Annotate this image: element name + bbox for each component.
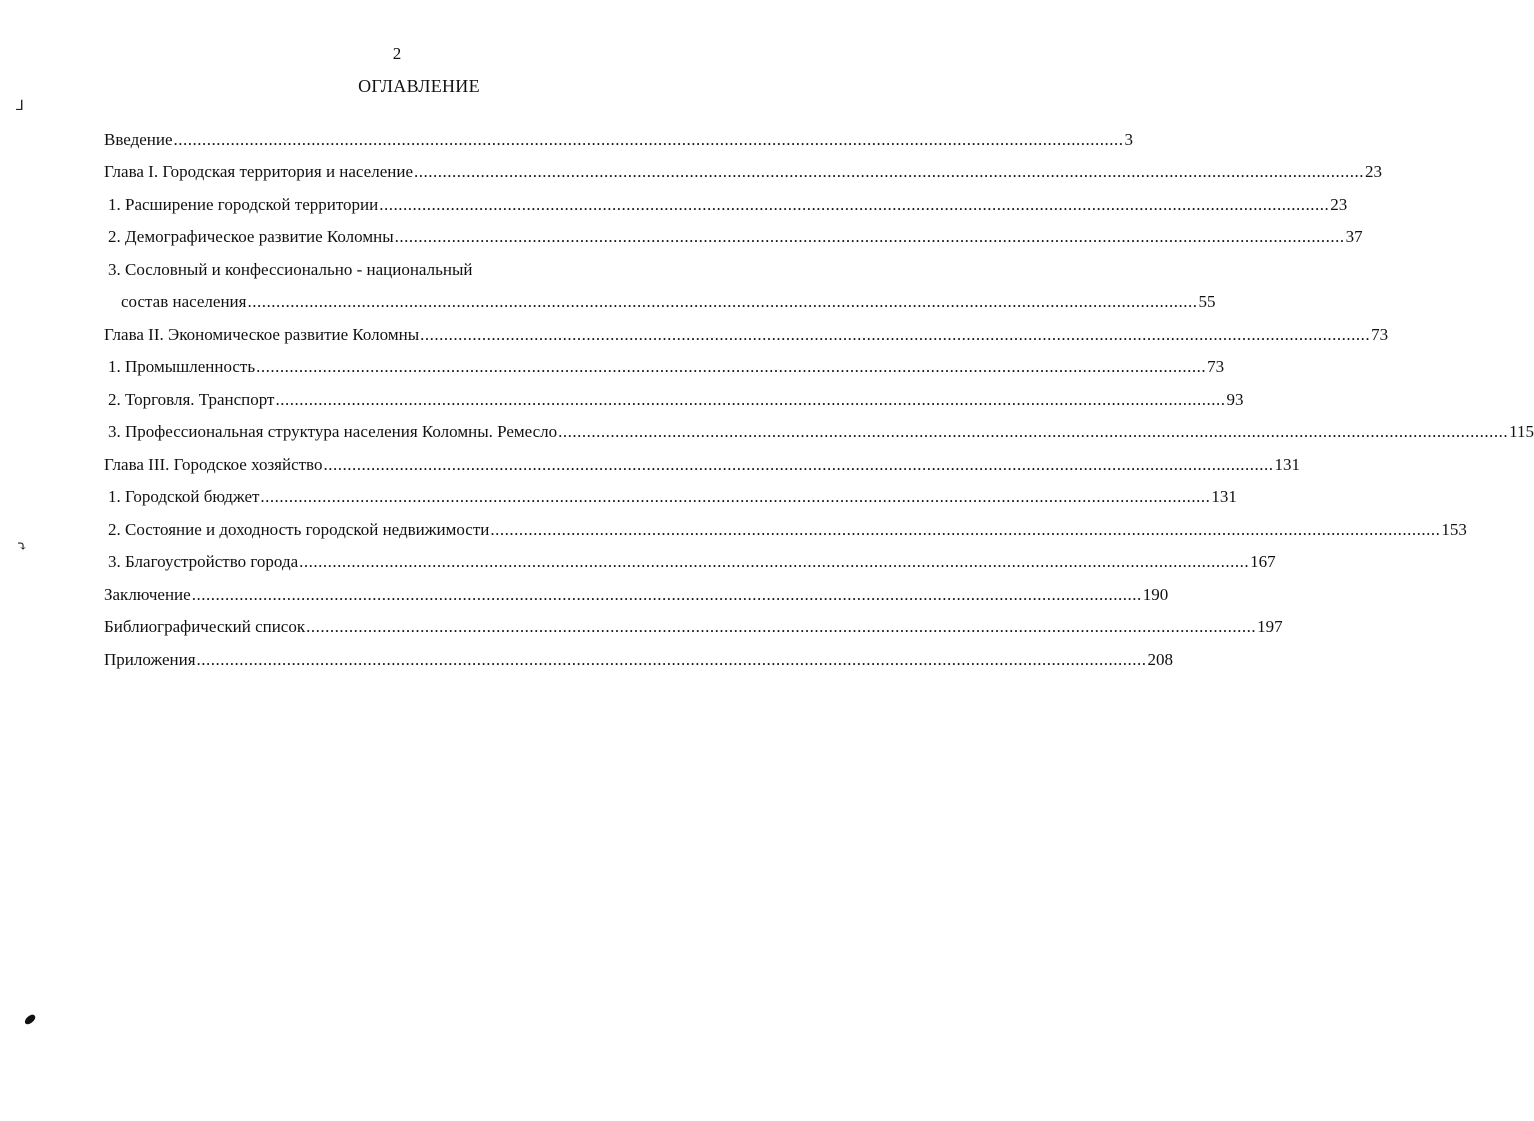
toc-entry: [104, 117, 1134, 150]
toc-entry-page: 37: [1345, 227, 1363, 246]
toc-leader-dots: ........................................................................................................................................................................................................: [394, 227, 1345, 246]
toc-entry-page: 167: [1250, 552, 1276, 571]
toc-entry-page: 131: [1211, 487, 1237, 506]
toc-leader-dots: ........................................................................................................................................................................................................: [196, 649, 1147, 669]
toc-entry-title: 2. Торговля. Транспорт: [108, 389, 275, 409]
toc-entry-title: 3. Сословный и конфессионально - национальный: [108, 259, 473, 279]
toc-entry-page: 197: [1257, 617, 1283, 636]
toc-entry-title: 1. Расширение городской территории: [108, 194, 379, 214]
table-of-contents: [104, 117, 1534, 670]
page-number: 2: [392, 44, 402, 63]
toc-leader-dots: ........................................................................................................................................................................................................: [260, 487, 1211, 506]
toc-leader-dots: ........................................................................................................................................................................................................: [558, 422, 1509, 441]
toc-entry-page: 153: [1441, 519, 1467, 539]
toc-leader-dots: ........................................................................................................................................................................................................: [275, 389, 1226, 409]
ink-blot: [23, 1013, 37, 1026]
toc-leader-dots: ........................................................................................................................................................................................................: [247, 292, 1198, 311]
toc-entry: [104, 215, 1363, 248]
toc-entry-title: 3. Профессиональная структура населения Коломны. Ремесло: [108, 422, 558, 441]
toc-entry-page: 73: [1371, 324, 1389, 344]
scan-mark: ⅃: [16, 99, 24, 114]
toc-entry-page: 55: [1198, 292, 1216, 311]
toc-entry: [104, 540, 1276, 573]
page-title: ОГЛАВЛЕНИЕ: [358, 76, 480, 96]
toc-entry: [104, 312, 1389, 345]
toc-entry-title: 1. Городской бюджет: [108, 487, 260, 506]
scan-mark: ⤵: [16, 540, 28, 555]
toc-entry: [104, 150, 1382, 183]
toc-entry: [104, 247, 731, 280]
toc-entry-page: 115: [1509, 422, 1534, 441]
toc-entry-page: 23: [1365, 162, 1382, 181]
toc-entry: [104, 475, 1237, 508]
toc-entry-title: 1. Промышленность: [108, 357, 256, 376]
toc-leader-dots: ........................................................................................................................................................................................................: [490, 519, 1441, 539]
toc-entry-page: 3: [1124, 129, 1134, 149]
toc-entry: [104, 280, 1216, 313]
toc-leader-dots: ........................................................................................................................................................................................................: [379, 194, 1330, 214]
toc-entry-title: 3. Благоустройство города: [108, 552, 299, 571]
toc-entry: [104, 377, 1244, 410]
toc-entry-title: Глава I. Городская территория и население: [104, 162, 413, 181]
toc-entry: [104, 572, 1169, 605]
toc-entry-title: 2. Демографическое развитие Коломны: [108, 227, 394, 246]
toc-entry-page: 190: [1142, 584, 1169, 604]
toc-entry-title: 2. Состояние и доходность городской недвижимости: [108, 519, 490, 539]
toc-entry: [104, 605, 1283, 638]
toc-entry: [104, 182, 1348, 215]
toc-entry-page: 131: [1274, 454, 1300, 474]
toc-leader-dots: ........................................................................................................................................................................................................: [420, 324, 1371, 344]
toc-entry-page: 93: [1226, 389, 1244, 409]
toc-entry-title: Приложения: [104, 649, 196, 669]
toc-entry-page: 73: [1207, 357, 1225, 376]
toc-entry-page: 23: [1330, 194, 1348, 214]
toc-entry: [104, 410, 1534, 443]
toc-leader-dots: ........................................................................................................................................................................................................: [299, 552, 1250, 571]
toc-leader-dots: ........................................................................................................................................................................................................: [256, 357, 1207, 376]
toc-leader-dots: ........................................................................................................................................................................................................: [173, 129, 1124, 149]
toc-leader-dots: ........................................................................................................................................................................................................: [191, 584, 1142, 604]
toc-leader-dots: ........................................................................................................................................................................................................: [414, 162, 1364, 181]
toc-entry-title: Заключение: [104, 584, 191, 604]
toc-entry-title: состав населения: [121, 292, 247, 311]
toc-leader-dots: ........................................................................................................................................................................................................: [323, 454, 1274, 474]
toc-entry: [104, 442, 1300, 475]
toc-entry-title: Введение: [104, 129, 173, 149]
toc-entry-title: Глава III. Городское хозяйство: [104, 454, 323, 474]
toc-leader-dots: ........................................................................................................................................................................................................: [306, 617, 1257, 636]
toc-entry: [104, 345, 1225, 378]
toc-entry-page: 208: [1147, 649, 1174, 669]
toc-entry: [104, 637, 1174, 670]
toc-entry-title: Глава II. Экономическое развитие Коломны: [104, 324, 420, 344]
toc-entry-title: Библиографический список: [104, 617, 306, 636]
toc-entry: [104, 507, 1467, 540]
